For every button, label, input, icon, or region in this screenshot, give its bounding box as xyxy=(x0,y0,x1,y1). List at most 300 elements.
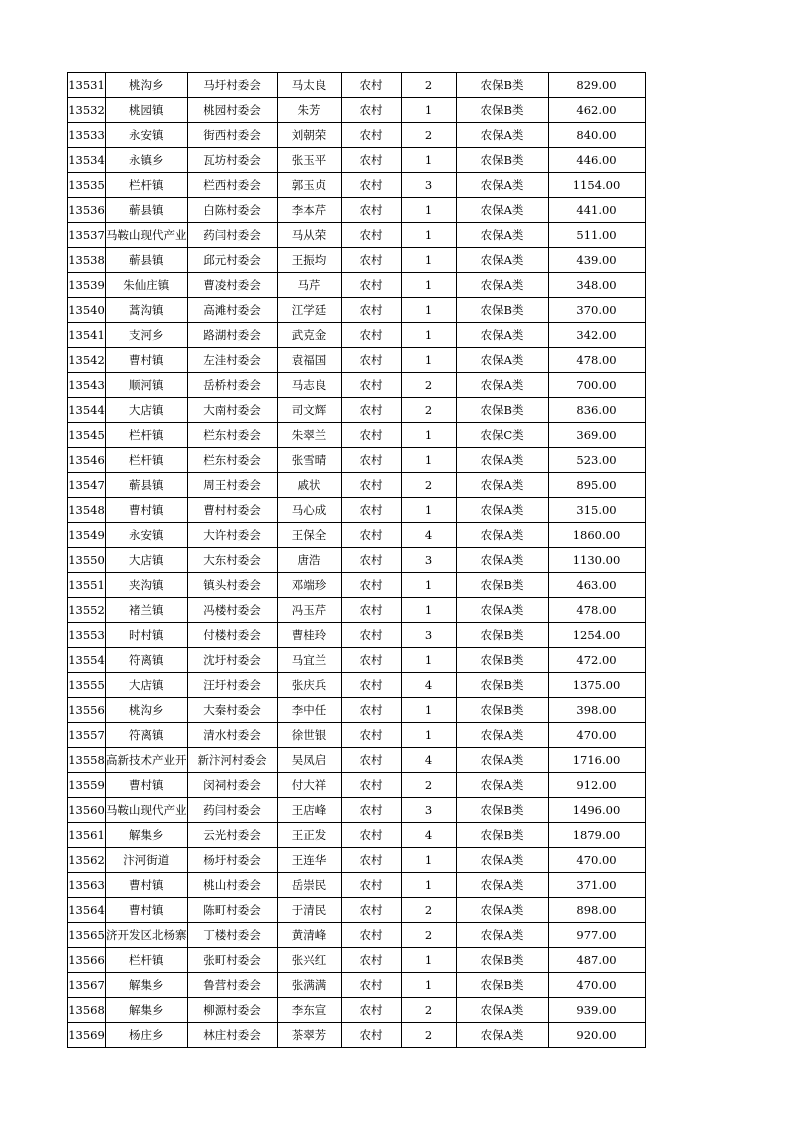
township-cell: 曹村镇 xyxy=(106,498,188,523)
record-id-cell: 13551 xyxy=(68,573,106,598)
amount-cell: 478.00 xyxy=(548,348,645,373)
village-committee-cell: 栏西村委会 xyxy=(187,173,277,198)
township-cell: 蒿沟镇 xyxy=(106,298,188,323)
table-row xyxy=(68,948,646,973)
township-cell: 蕲县镇 xyxy=(106,473,188,498)
insurance-category-cell: 农保B类 xyxy=(456,798,548,823)
insurance-category-cell: 农保A类 xyxy=(456,473,548,498)
member-count-cell: 1 xyxy=(401,323,456,348)
household-type-cell: 农村 xyxy=(341,973,401,998)
amount-cell: 523.00 xyxy=(548,448,645,473)
village-committee-cell: 岳桥村委会 xyxy=(187,373,277,398)
person-name-cell: 曹桂玲 xyxy=(277,623,341,648)
township-cell: 汴河街道 xyxy=(106,848,188,873)
insurance-category-cell: 农保A类 xyxy=(456,198,548,223)
insurance-category-cell: 农保A类 xyxy=(456,448,548,473)
table-row xyxy=(68,648,646,673)
table-row xyxy=(68,598,646,623)
village-committee-cell: 药闫村委会 xyxy=(187,798,277,823)
person-name-cell: 武克金 xyxy=(277,323,341,348)
member-count-cell: 1 xyxy=(401,698,456,723)
table-row xyxy=(68,973,646,998)
insurance-category-cell: 农保B类 xyxy=(456,948,548,973)
member-count-cell: 1 xyxy=(401,423,456,448)
member-count-cell: 1 xyxy=(401,498,456,523)
village-committee-cell: 丁楼村委会 xyxy=(187,923,277,948)
township-cell: 栏杆镇 xyxy=(106,448,188,473)
record-id-cell: 13550 xyxy=(68,548,106,573)
household-type-cell: 农村 xyxy=(341,898,401,923)
member-count-cell: 1 xyxy=(401,648,456,673)
insurance-category-cell: 农保A类 xyxy=(456,1023,548,1048)
village-committee-cell: 曹村村委会 xyxy=(187,498,277,523)
member-count-cell: 1 xyxy=(401,573,456,598)
table-row xyxy=(68,473,646,498)
township-cell: 解集乡 xyxy=(106,823,188,848)
village-committee-cell: 瓦坊村委会 xyxy=(187,148,277,173)
person-name-cell: 张兴红 xyxy=(277,948,341,973)
table-row xyxy=(68,898,646,923)
table-row xyxy=(68,323,646,348)
record-id-cell: 13535 xyxy=(68,173,106,198)
insurance-category-cell: 农保B类 xyxy=(456,698,548,723)
village-committee-cell: 曹凌村委会 xyxy=(187,273,277,298)
amount-cell: 1496.00 xyxy=(548,798,645,823)
record-id-cell: 13545 xyxy=(68,423,106,448)
township-cell: 褚兰镇 xyxy=(106,598,188,623)
person-name-cell: 王振均 xyxy=(277,248,341,273)
record-id-cell: 13558 xyxy=(68,748,106,773)
insurance-category-cell: 农保A类 xyxy=(456,998,548,1023)
person-name-cell: 徐世银 xyxy=(277,723,341,748)
household-type-cell: 农村 xyxy=(341,498,401,523)
township-cell: 杨庄乡 xyxy=(106,1023,188,1048)
household-type-cell: 农村 xyxy=(341,623,401,648)
person-name-cell: 马宜兰 xyxy=(277,648,341,673)
village-committee-cell: 镇头村委会 xyxy=(187,573,277,598)
table-row xyxy=(68,723,646,748)
insurance-category-cell: 农保C类 xyxy=(456,423,548,448)
township-cell: 永镇乡 xyxy=(106,148,188,173)
insurance-category-cell: 农保A类 xyxy=(456,223,548,248)
insurance-category-cell: 农保A类 xyxy=(456,598,548,623)
table-row xyxy=(68,673,646,698)
village-committee-cell: 林庄村委会 xyxy=(187,1023,277,1048)
amount-cell: 315.00 xyxy=(548,498,645,523)
insurance-category-cell: 农保A类 xyxy=(456,173,548,198)
household-type-cell: 农村 xyxy=(341,698,401,723)
insurance-category-cell: 农保A类 xyxy=(456,123,548,148)
record-id-cell: 13552 xyxy=(68,598,106,623)
household-type-cell: 农村 xyxy=(341,98,401,123)
record-id-cell: 13554 xyxy=(68,648,106,673)
table-row xyxy=(68,873,646,898)
household-type-cell: 农村 xyxy=(341,998,401,1023)
village-committee-cell: 汪圩村委会 xyxy=(187,673,277,698)
village-committee-cell: 冯楼村委会 xyxy=(187,598,277,623)
township-cell: 马鞍山现代产业 xyxy=(106,798,188,823)
record-id-cell: 13542 xyxy=(68,348,106,373)
person-name-cell: 吴凤启 xyxy=(277,748,341,773)
table-row xyxy=(68,198,646,223)
amount-cell: 895.00 xyxy=(548,473,645,498)
record-id-cell: 13541 xyxy=(68,323,106,348)
member-count-cell: 1 xyxy=(401,98,456,123)
person-name-cell: 李东宣 xyxy=(277,998,341,1023)
household-type-cell: 农村 xyxy=(341,323,401,348)
household-type-cell: 农村 xyxy=(341,273,401,298)
person-name-cell: 李本芹 xyxy=(277,198,341,223)
village-committee-cell: 高滩村委会 xyxy=(187,298,277,323)
township-cell: 永安镇 xyxy=(106,523,188,548)
record-id-cell: 13532 xyxy=(68,98,106,123)
member-count-cell: 4 xyxy=(401,673,456,698)
village-committee-cell: 周王村委会 xyxy=(187,473,277,498)
village-committee-cell: 柳源村委会 xyxy=(187,998,277,1023)
member-count-cell: 1 xyxy=(401,148,456,173)
township-cell: 蕲县镇 xyxy=(106,198,188,223)
amount-cell: 1130.00 xyxy=(548,548,645,573)
insurance-category-cell: 农保A类 xyxy=(456,373,548,398)
person-name-cell: 朱芳 xyxy=(277,98,341,123)
person-name-cell: 戚状 xyxy=(277,473,341,498)
member-count-cell: 3 xyxy=(401,173,456,198)
member-count-cell: 1 xyxy=(401,873,456,898)
village-committee-cell: 沈圩村委会 xyxy=(187,648,277,673)
amount-cell: 977.00 xyxy=(548,923,645,948)
person-name-cell: 郭玉贞 xyxy=(277,173,341,198)
household-type-cell: 农村 xyxy=(341,123,401,148)
record-id-cell: 13546 xyxy=(68,448,106,473)
person-name-cell: 马心成 xyxy=(277,498,341,523)
member-count-cell: 1 xyxy=(401,348,456,373)
table-row xyxy=(68,348,646,373)
record-id-cell: 13564 xyxy=(68,898,106,923)
record-id-cell: 13544 xyxy=(68,398,106,423)
insurance-category-cell: 农保B类 xyxy=(456,398,548,423)
township-cell: 栏杆镇 xyxy=(106,173,188,198)
insurance-category-cell: 农保A类 xyxy=(456,273,548,298)
amount-cell: 348.00 xyxy=(548,273,645,298)
village-committee-cell: 桃山村委会 xyxy=(187,873,277,898)
record-id-cell: 13543 xyxy=(68,373,106,398)
record-id-cell: 13566 xyxy=(68,948,106,973)
table-row xyxy=(68,373,646,398)
household-type-cell: 农村 xyxy=(341,473,401,498)
village-committee-cell: 清水村委会 xyxy=(187,723,277,748)
table-row xyxy=(68,848,646,873)
person-name-cell: 黄清峰 xyxy=(277,923,341,948)
amount-cell: 898.00 xyxy=(548,898,645,923)
person-name-cell: 刘朝荣 xyxy=(277,123,341,148)
member-count-cell: 2 xyxy=(401,898,456,923)
amount-cell: 470.00 xyxy=(548,848,645,873)
household-type-cell: 农村 xyxy=(341,923,401,948)
village-committee-cell: 街西村委会 xyxy=(187,123,277,148)
amount-cell: 472.00 xyxy=(548,648,645,673)
table-row xyxy=(68,148,646,173)
member-count-cell: 4 xyxy=(401,523,456,548)
amount-cell: 370.00 xyxy=(548,298,645,323)
insurance-category-cell: 农保B类 xyxy=(456,573,548,598)
household-type-cell: 农村 xyxy=(341,198,401,223)
household-type-cell: 农村 xyxy=(341,148,401,173)
amount-cell: 369.00 xyxy=(548,423,645,448)
household-type-cell: 农村 xyxy=(341,298,401,323)
household-type-cell: 农村 xyxy=(341,548,401,573)
amount-cell: 912.00 xyxy=(548,773,645,798)
record-id-cell: 13548 xyxy=(68,498,106,523)
record-id-cell: 13540 xyxy=(68,298,106,323)
amount-cell: 1860.00 xyxy=(548,523,645,548)
table-row xyxy=(68,298,646,323)
record-id-cell: 13533 xyxy=(68,123,106,148)
household-type-cell: 农村 xyxy=(341,248,401,273)
person-name-cell: 岳崇民 xyxy=(277,873,341,898)
person-name-cell: 王连华 xyxy=(277,848,341,873)
household-type-cell: 农村 xyxy=(341,73,401,98)
township-cell: 朱仙庄镇 xyxy=(106,273,188,298)
table-row xyxy=(68,798,646,823)
household-type-cell: 农村 xyxy=(341,448,401,473)
member-count-cell: 1 xyxy=(401,848,456,873)
amount-cell: 439.00 xyxy=(548,248,645,273)
member-count-cell: 4 xyxy=(401,748,456,773)
table-row xyxy=(68,773,646,798)
insurance-category-cell: 农保A类 xyxy=(456,773,548,798)
amount-cell: 463.00 xyxy=(548,573,645,598)
person-name-cell: 张玉平 xyxy=(277,148,341,173)
person-name-cell: 马芹 xyxy=(277,273,341,298)
table-row xyxy=(68,623,646,648)
member-count-cell: 2 xyxy=(401,1023,456,1048)
township-cell: 曹村镇 xyxy=(106,348,188,373)
table-row xyxy=(68,698,646,723)
insurance-category-cell: 农保B类 xyxy=(456,648,548,673)
person-name-cell: 司文辉 xyxy=(277,398,341,423)
insurance-category-cell: 农保A类 xyxy=(456,498,548,523)
records-table xyxy=(67,72,646,1048)
amount-cell: 1154.00 xyxy=(548,173,645,198)
village-committee-cell: 鲁营村委会 xyxy=(187,973,277,998)
record-id-cell: 13536 xyxy=(68,198,106,223)
township-cell: 马鞍山现代产业 xyxy=(106,223,188,248)
insurance-category-cell: 农保B类 xyxy=(456,98,548,123)
village-committee-cell: 闵祠村委会 xyxy=(187,773,277,798)
village-committee-cell: 大秦村委会 xyxy=(187,698,277,723)
insurance-category-cell: 农保A类 xyxy=(456,323,548,348)
insurance-category-cell: 农保B类 xyxy=(456,623,548,648)
record-id-cell: 13569 xyxy=(68,1023,106,1048)
household-type-cell: 农村 xyxy=(341,948,401,973)
insurance-category-cell: 农保B类 xyxy=(456,673,548,698)
township-cell: 栏杆镇 xyxy=(106,948,188,973)
record-id-cell: 13547 xyxy=(68,473,106,498)
amount-cell: 470.00 xyxy=(548,723,645,748)
record-id-cell: 13561 xyxy=(68,823,106,848)
insurance-category-cell: 农保A类 xyxy=(456,548,548,573)
amount-cell: 441.00 xyxy=(548,198,645,223)
amount-cell: 511.00 xyxy=(548,223,645,248)
table-row xyxy=(68,273,646,298)
member-count-cell: 1 xyxy=(401,273,456,298)
person-name-cell: 邓端珍 xyxy=(277,573,341,598)
amount-cell: 1254.00 xyxy=(548,623,645,648)
amount-cell: 1375.00 xyxy=(548,673,645,698)
record-id-cell: 13568 xyxy=(68,998,106,1023)
household-type-cell: 农村 xyxy=(341,723,401,748)
table-row xyxy=(68,523,646,548)
member-count-cell: 2 xyxy=(401,998,456,1023)
household-type-cell: 农村 xyxy=(341,523,401,548)
township-cell: 曹村镇 xyxy=(106,873,188,898)
township-cell: 桃园镇 xyxy=(106,98,188,123)
amount-cell: 829.00 xyxy=(548,73,645,98)
village-committee-cell: 路湖村委会 xyxy=(187,323,277,348)
table-row xyxy=(68,823,646,848)
person-name-cell: 冯玉芹 xyxy=(277,598,341,623)
amount-cell: 470.00 xyxy=(548,973,645,998)
village-committee-cell: 杨圩村委会 xyxy=(187,848,277,873)
township-cell: 解集乡 xyxy=(106,973,188,998)
table-row xyxy=(68,223,646,248)
household-type-cell: 农村 xyxy=(341,348,401,373)
person-name-cell: 李中任 xyxy=(277,698,341,723)
table-row xyxy=(68,923,646,948)
township-cell: 大店镇 xyxy=(106,673,188,698)
village-committee-cell: 栏东村委会 xyxy=(187,423,277,448)
member-count-cell: 2 xyxy=(401,923,456,948)
village-committee-cell: 桃园村委会 xyxy=(187,98,277,123)
person-name-cell: 付大祥 xyxy=(277,773,341,798)
table-row xyxy=(68,123,646,148)
insurance-category-cell: 农保B类 xyxy=(456,298,548,323)
record-id-cell: 13534 xyxy=(68,148,106,173)
household-type-cell: 农村 xyxy=(341,1023,401,1048)
village-committee-cell: 白陈村委会 xyxy=(187,198,277,223)
insurance-category-cell: 农保A类 xyxy=(456,723,548,748)
insurance-category-cell: 农保B类 xyxy=(456,148,548,173)
record-id-cell: 13560 xyxy=(68,798,106,823)
township-cell: 栏杆镇 xyxy=(106,423,188,448)
insurance-category-cell: 农保B类 xyxy=(456,973,548,998)
person-name-cell: 王保全 xyxy=(277,523,341,548)
person-name-cell: 张庆兵 xyxy=(277,673,341,698)
township-cell: 永安镇 xyxy=(106,123,188,148)
table-row xyxy=(68,173,646,198)
township-cell: 符离镇 xyxy=(106,648,188,673)
household-type-cell: 农村 xyxy=(341,823,401,848)
household-type-cell: 农村 xyxy=(341,373,401,398)
person-name-cell: 王正发 xyxy=(277,823,341,848)
household-type-cell: 农村 xyxy=(341,873,401,898)
village-committee-cell: 付楼村委会 xyxy=(187,623,277,648)
insurance-category-cell: 农保A类 xyxy=(456,848,548,873)
insurance-category-cell: 农保A类 xyxy=(456,348,548,373)
township-cell: 大店镇 xyxy=(106,398,188,423)
table-row xyxy=(68,248,646,273)
record-id-cell: 13567 xyxy=(68,973,106,998)
member-count-cell: 1 xyxy=(401,948,456,973)
amount-cell: 836.00 xyxy=(548,398,645,423)
household-type-cell: 农村 xyxy=(341,673,401,698)
township-cell: 桃沟乡 xyxy=(106,73,188,98)
insurance-category-cell: 农保A类 xyxy=(456,248,548,273)
village-committee-cell: 大东村委会 xyxy=(187,548,277,573)
member-count-cell: 3 xyxy=(401,623,456,648)
table-row xyxy=(68,398,646,423)
member-count-cell: 1 xyxy=(401,448,456,473)
township-cell: 大店镇 xyxy=(106,548,188,573)
member-count-cell: 1 xyxy=(401,598,456,623)
member-count-cell: 2 xyxy=(401,773,456,798)
person-name-cell: 马太良 xyxy=(277,73,341,98)
township-cell: 桃沟乡 xyxy=(106,698,188,723)
township-cell: 顺河镇 xyxy=(106,373,188,398)
record-id-cell: 13555 xyxy=(68,673,106,698)
household-type-cell: 农村 xyxy=(341,848,401,873)
village-committee-cell: 左洼村委会 xyxy=(187,348,277,373)
village-committee-cell: 陈町村委会 xyxy=(187,898,277,923)
household-type-cell: 农村 xyxy=(341,573,401,598)
household-type-cell: 农村 xyxy=(341,423,401,448)
township-cell: 支河乡 xyxy=(106,323,188,348)
insurance-category-cell: 农保B类 xyxy=(456,823,548,848)
township-cell: 高新技术产业开 xyxy=(106,748,188,773)
record-id-cell: 13565 xyxy=(68,923,106,948)
record-id-cell: 13531 xyxy=(68,73,106,98)
person-name-cell: 朱翠兰 xyxy=(277,423,341,448)
record-id-cell: 13559 xyxy=(68,773,106,798)
amount-cell: 700.00 xyxy=(548,373,645,398)
member-count-cell: 2 xyxy=(401,398,456,423)
amount-cell: 371.00 xyxy=(548,873,645,898)
township-cell: 曹村镇 xyxy=(106,898,188,923)
table-row xyxy=(68,423,646,448)
member-count-cell: 2 xyxy=(401,73,456,98)
insurance-category-cell: 农保A类 xyxy=(456,523,548,548)
insurance-category-cell: 农保B类 xyxy=(456,73,548,98)
amount-cell: 446.00 xyxy=(548,148,645,173)
insurance-category-cell: 农保A类 xyxy=(456,748,548,773)
person-name-cell: 王店峰 xyxy=(277,798,341,823)
member-count-cell: 1 xyxy=(401,198,456,223)
township-cell: 夹沟镇 xyxy=(106,573,188,598)
member-count-cell: 1 xyxy=(401,223,456,248)
insurance-category-cell: 农保A类 xyxy=(456,873,548,898)
member-count-cell: 1 xyxy=(401,248,456,273)
table-row xyxy=(68,573,646,598)
amount-cell: 398.00 xyxy=(548,698,645,723)
person-name-cell: 张雪晴 xyxy=(277,448,341,473)
record-id-cell: 13557 xyxy=(68,723,106,748)
record-id-cell: 13537 xyxy=(68,223,106,248)
member-count-cell: 3 xyxy=(401,548,456,573)
household-type-cell: 农村 xyxy=(341,748,401,773)
amount-cell: 342.00 xyxy=(548,323,645,348)
member-count-cell: 4 xyxy=(401,823,456,848)
person-name-cell: 江学廷 xyxy=(277,298,341,323)
record-id-cell: 13539 xyxy=(68,273,106,298)
village-committee-cell: 栏东村委会 xyxy=(187,448,277,473)
household-type-cell: 农村 xyxy=(341,598,401,623)
table-row xyxy=(68,1023,646,1048)
member-count-cell: 1 xyxy=(401,973,456,998)
table-row xyxy=(68,98,646,123)
record-id-cell: 13538 xyxy=(68,248,106,273)
person-name-cell: 马从荣 xyxy=(277,223,341,248)
township-cell: 曹村镇 xyxy=(106,773,188,798)
